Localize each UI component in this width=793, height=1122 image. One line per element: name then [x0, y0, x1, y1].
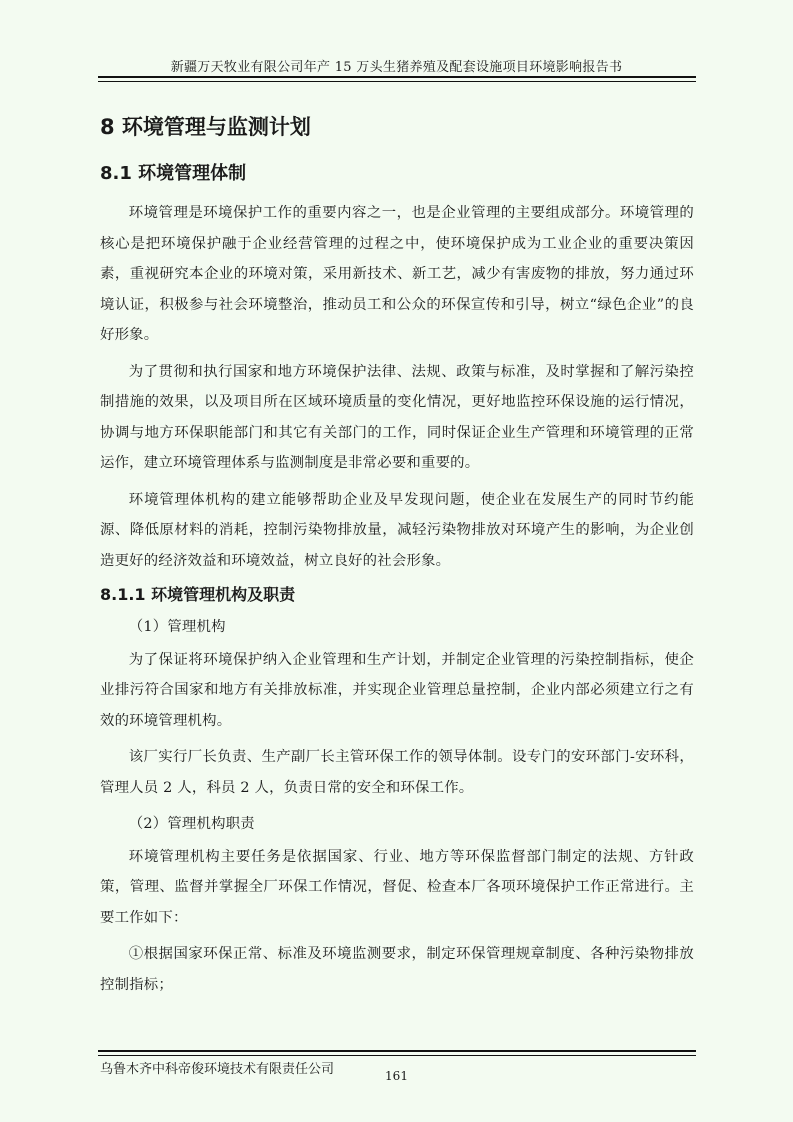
footer-company: 乌鲁木齐中科帝俊环境技术有限责任公司 — [100, 1062, 335, 1077]
subsection-title: 8.1.1 环境管理机构及职责 — [100, 585, 296, 604]
intro-paragraph-2: 为了贯彻和执行国家和地方环境保护法律、法规、政策与标准，及时掌握和了解污染控制措施的效果，以及项目所在区域环境质量的变化情况，更好地监控环保设施的运行情况，协调与地方环保职能部门和其它有关部门的工作，同时保证企业生产管理和环境管理的正常运作，建立环境管理体系与监测制度是非常必要和重要的。 — [100, 363, 694, 471]
footer-rule — [98, 1050, 696, 1056]
document-body — [100, 112, 694, 1006]
section-title: 8.1 环境管理体制 — [100, 163, 247, 184]
chapter-title: 8 环境管理与监测计划 — [100, 115, 311, 139]
header-rule — [98, 76, 696, 82]
page-number: 161 — [385, 1069, 408, 1083]
item2-paragraph-1: 环境管理机构主要任务是依据国家、行业、地方等环保监督部门制定的法规、方针政策，管理、监督并掌握全厂环保工作情况，督促、检查本厂各项环境保护工作正常进行。主要工作如下： — [100, 848, 694, 926]
item1-heading: （1）管理机构 — [128, 619, 226, 635]
item2-heading: （2）管理机构职责 — [128, 816, 255, 832]
page-header-title: 新疆万天牧业有限公司年产 15 万头生猪养殖及配套设施项目环境影响报告书 — [170, 60, 623, 75]
intro-paragraph-1: 环境管理是环境保护工作的重要内容之一，也是企业管理的主要组成部分。环境管理的核心是把环境保护融于企业经营管理的过程之中，使环境保护成为工业企业的重要决策因素，重视研究本企业的环境对策，采用新技术、新工艺，减少有害废物的排放，努力通过环境认证，积极参与社会环境整治，推动员工和公众的环保宣传和引导，树立“绿色企业”的良好形象。 — [100, 205, 694, 343]
item1-paragraph-2: 该厂实行厂长负责、生产副厂长主管环保工作的领导体制。设专门的安环部门-安环科，管理人员 2 人，科员 2 人，负责日常的安全和环保工作。 — [100, 749, 694, 796]
item2-paragraph-2: ①根据国家环保正常、标准及环境监测要求，制定环保管理规章制度、各种污染物排放控制指标； — [100, 946, 694, 993]
item1-paragraph-1: 为了保证将环境保护纳入企业管理和生产计划，并制定企业管理的污染控制指标，使企业排污符合国家和地方有关排放标准，并实现企业管理总量控制，企业内部必须建立行之有效的环境管理机构。 — [100, 651, 694, 729]
intro-paragraph-3: 环境管理体机构的建立能够帮助企业及早发现问题，使企业在发展生产的同时节约能源、降低原材料的消耗，控制污染物排放量，减轻污染物排放对环境产生的影响，为企业创造更好的经济效益和环境效益，树立良好的社会形象。 — [100, 491, 694, 569]
